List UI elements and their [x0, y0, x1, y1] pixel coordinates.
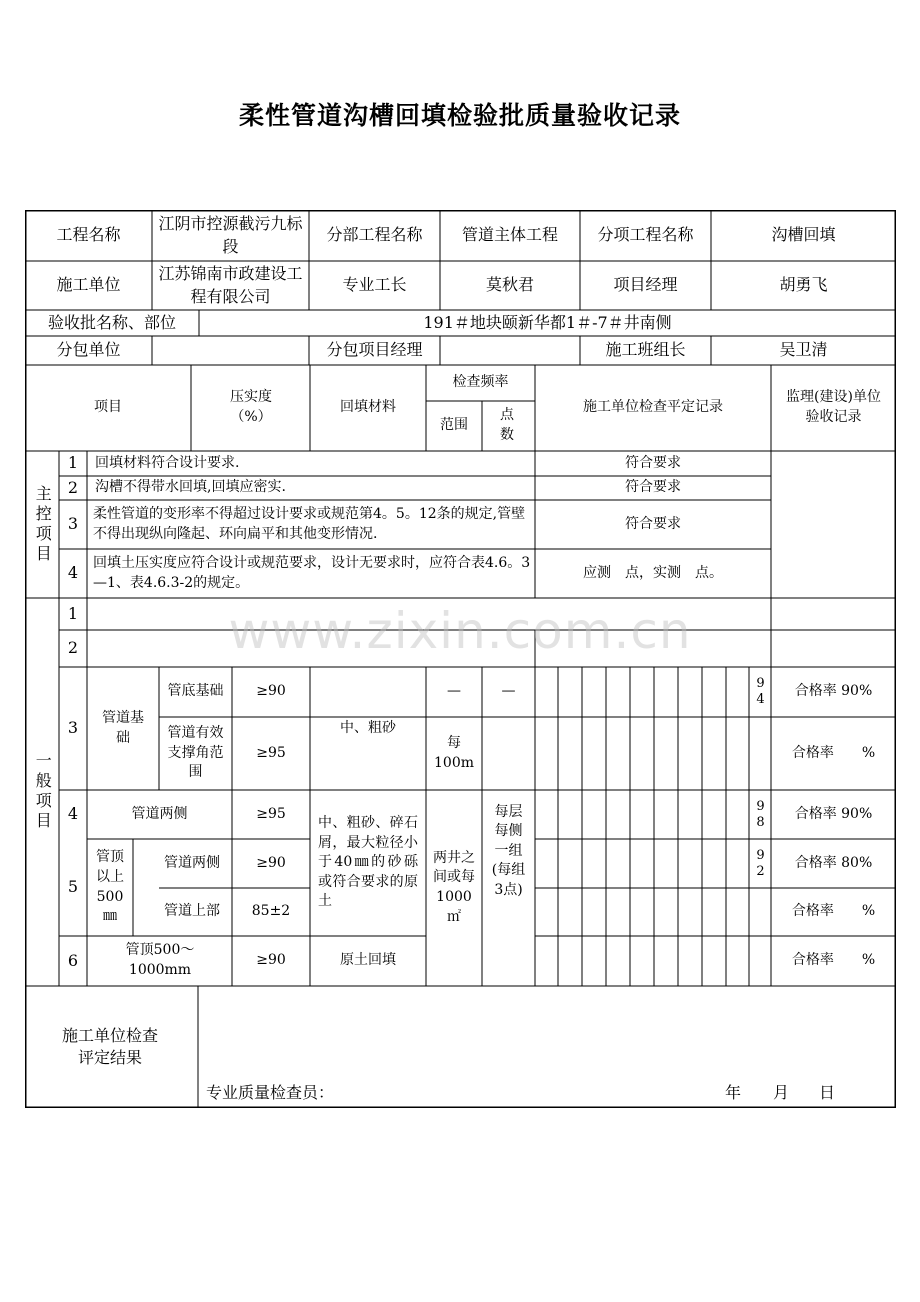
pass-rate: 合格率 90%	[794, 805, 873, 822]
col-compaction-header: 压实度（%）	[230, 389, 272, 425]
main-row-text: 沟槽不得带水回填,回填应密实.	[95, 479, 286, 496]
main-row-result: 符合要求	[625, 479, 681, 496]
main-row-text: 柔性管道的变形率不得超过设计要求或规范第4。5。12条的规定,管壁不得出现纵向隆起、环向扁平和其他变形情况.	[93, 505, 526, 542]
pipe-foundation-label: 管道基础	[102, 709, 144, 746]
contractor-value: 江苏锦南市政建设工程有限公司	[158, 264, 303, 306]
pass-rate: 合格率 %	[791, 903, 876, 920]
compaction-value: ≥95	[256, 805, 286, 822]
main-row-no: 4	[67, 563, 79, 583]
date-day: 日	[818, 1082, 835, 1102]
backfill-material: 中、粗砂	[340, 719, 396, 736]
measured-value: 98	[756, 798, 765, 830]
date-month: 月	[772, 1082, 789, 1102]
range-per-100m: 每100m	[434, 734, 474, 771]
general-row-no: 1	[67, 603, 79, 623]
main-row-no: 2	[67, 477, 79, 497]
general-row-no: 6	[67, 950, 79, 970]
compaction-value: ≥90	[256, 854, 286, 871]
pass-rate: 合格率 %	[791, 952, 876, 969]
main-row-result: 符合要求	[625, 515, 681, 532]
range-between-wells: 两井之间或每1000㎡	[433, 849, 475, 925]
page-title: 柔性管道沟槽回填检验批质量验收记录	[238, 101, 681, 130]
col-frequency-header: 检查频率	[452, 374, 509, 391]
general-row-no: 4	[67, 804, 79, 824]
batch-label: 验收批名称、部位	[47, 312, 176, 332]
foreman-value: 莫秋君	[485, 275, 534, 295]
main-row-text: 回填土压实度应符合设计或规范要求，设计无要求时，应符合表4.6。3—1、表4.6.3-2的规定。	[93, 554, 531, 591]
team-leader-value: 吴卫清	[779, 340, 828, 360]
sub-unit-label: 分包单位	[56, 340, 121, 360]
main-row-result: 符合要求	[625, 454, 681, 471]
pipe-top-part: 管道上部	[164, 903, 220, 920]
col-supervisor-header: 监理(建设)单位验收记录	[786, 389, 881, 425]
manager-label: 项目经理	[613, 275, 678, 295]
sub-unit-value	[152, 336, 309, 365]
compaction-value: ≥95	[256, 744, 286, 761]
general-row-no: 2	[67, 638, 79, 658]
pass-rate: 合格率 80%	[794, 854, 873, 871]
main-row-result: 应测 点，实测 点。	[583, 564, 723, 581]
compaction-value: 85±2	[251, 903, 291, 920]
pipe-bottom-foundation: 管底基础	[167, 683, 224, 700]
general-items-label: 一般项目	[33, 752, 53, 832]
backfill-material: 中、粗砂、碎石屑，最大粒径小于40㎜的砂砾或符合要求的原土	[318, 815, 418, 910]
measured-value: 92	[756, 847, 765, 879]
item-label: 分项工程名称	[597, 225, 694, 245]
main-row-text: 回填材料符合设计要求.	[95, 454, 240, 471]
subdivision-value: 管道主体工程	[461, 225, 558, 245]
col-item-header: 项目	[94, 399, 122, 416]
col-material-header: 回填材料	[340, 399, 396, 416]
date-year: 年	[724, 1082, 741, 1102]
effective-support-angle: 管道有效支撑角范围	[167, 725, 224, 781]
manager-value: 胡勇飞	[779, 275, 828, 295]
project-name-value: 江阴市控源截污九标段	[158, 214, 303, 256]
batch-value: 191＃地块颐新华都1＃-7＃井南侧	[423, 312, 672, 332]
pipe-top-500mm: 管顶以上500㎜	[96, 849, 124, 925]
main-row-no: 1	[67, 453, 79, 473]
pass-rate: 合格率 90%	[794, 683, 873, 700]
pipe-top-500-1000mm: 管顶500～1000mm	[125, 942, 195, 978]
foreman-label: 专业工长	[342, 275, 407, 295]
col-record-header: 施工单位检查平定记录	[583, 399, 723, 416]
backfill-material: 原土回填	[340, 952, 396, 969]
main-control-label: 主控项目	[33, 484, 53, 565]
pipe-both-sides: 管道两侧	[164, 854, 220, 871]
pipe-both-sides: 管道两侧	[131, 805, 188, 822]
subdivision-label: 分部工程名称	[326, 225, 423, 245]
project-name-label: 工程名称	[56, 225, 121, 245]
general-row-no: 3	[67, 718, 79, 738]
col-points-header: 点数	[500, 407, 514, 443]
measured-value: 94	[756, 676, 765, 707]
main-row-no: 3	[67, 514, 79, 534]
points-per-layer: 每层每侧一组(每组3点)	[491, 803, 526, 898]
sub-manager-value	[440, 336, 580, 365]
contractor-label: 施工单位	[56, 275, 121, 295]
quality-inspector-label: 专业质量检查员：	[206, 1082, 335, 1102]
watermark: www.zixin.com.cn	[228, 602, 692, 660]
general-row-no: 5	[67, 877, 79, 897]
sub-manager-label: 分包项目经理	[326, 340, 423, 360]
compaction-value: ≥90	[256, 952, 286, 969]
evaluation-result-label: 施工单位检查评定结果	[61, 1025, 158, 1067]
team-leader-label: 施工班组长	[605, 340, 686, 360]
compaction-value: ≥90	[256, 683, 286, 700]
range-value: —	[447, 683, 461, 700]
points-value: —	[501, 683, 516, 700]
item-value: 沟槽回填	[771, 225, 836, 245]
pass-rate: 合格率 %	[791, 744, 876, 761]
col-range-header: 范围	[440, 417, 468, 434]
